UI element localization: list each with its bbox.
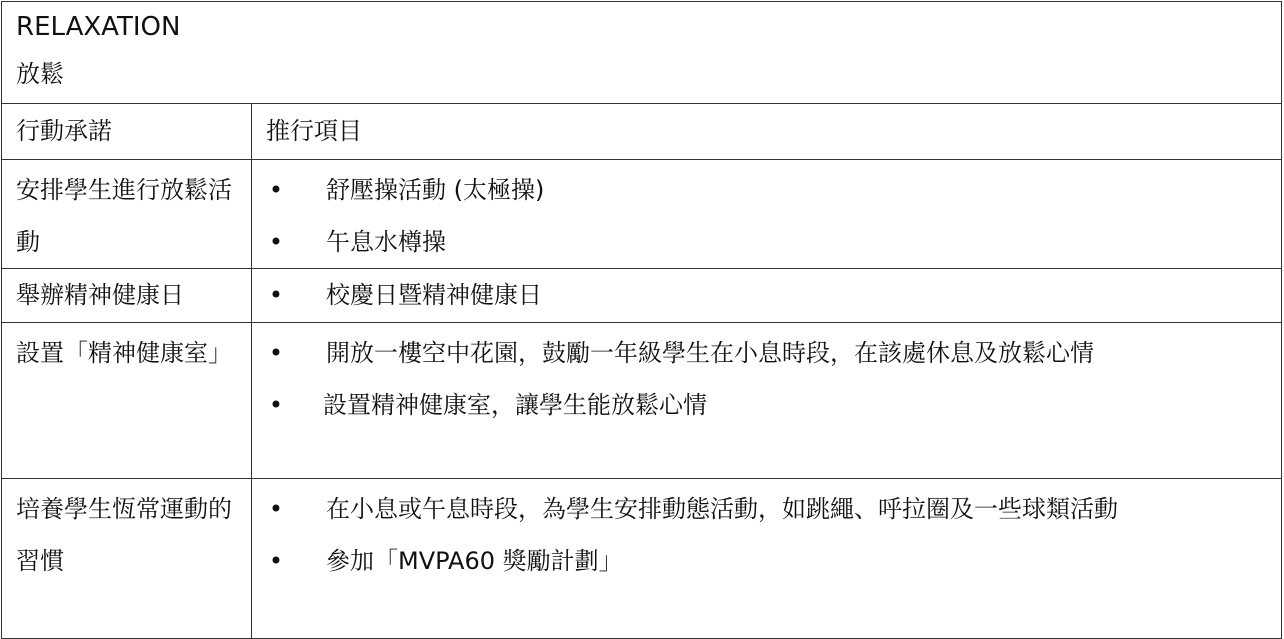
table-row (2, 269, 1282, 323)
list-item (252, 216, 1281, 268)
table-row (2, 160, 1282, 269)
relaxation-plan-table (1, 1, 1282, 639)
item-text: 舒壓操活動 (太極操) (326, 176, 545, 204)
item-text: 設置精神健康室，讓學生能放鬆心情 (323, 391, 707, 419)
bullet-icon: • (268, 228, 284, 256)
item-list (252, 327, 1281, 431)
items-cell (252, 479, 1282, 639)
list-item (252, 269, 1281, 321)
list-item (252, 483, 1281, 535)
items-cell (252, 269, 1282, 323)
title-row (2, 2, 1282, 104)
bullet-icon: • (268, 495, 284, 523)
list-item (252, 379, 1281, 431)
header-items: 推行項目 (252, 104, 1282, 160)
item-text: 校慶日暨精神健康日 (326, 281, 542, 309)
commitment-cell: 舉辦精神健康日 (2, 269, 252, 323)
bullet-icon: • (268, 547, 284, 575)
items-cell (252, 323, 1282, 479)
section-title-chinese: 放鬆 (16, 60, 64, 88)
item-text: 午息水樽操 (326, 228, 446, 256)
table-row (2, 323, 1282, 479)
commitment-cell: 設置「精神健康室」 (2, 323, 252, 479)
bullet-icon: • (268, 391, 284, 419)
header-commitment: 行動承諾 (2, 104, 252, 160)
section-title-english: RELAXATION (16, 12, 181, 42)
item-text: 開放一樓空中花園，鼓勵一年級學生在小息時段，在該處休息及放鬆心情 (326, 339, 1094, 367)
list-item (252, 164, 1281, 216)
bullet-icon: • (268, 339, 284, 367)
title-cell (2, 2, 1282, 104)
item-list (252, 483, 1281, 587)
commitment-cell: 安排學生進行放鬆活動 (2, 160, 252, 269)
items-cell (252, 160, 1282, 269)
commitment-cell: 培養學生恆常運動的習慣 (2, 479, 252, 639)
item-list (252, 269, 1281, 321)
item-text: 參加「MVPA60 獎勵計劃」 (326, 547, 623, 575)
list-item (252, 535, 1281, 587)
bullet-icon: • (268, 176, 284, 204)
list-item (252, 327, 1281, 379)
item-text: 在小息或午息時段，為學生安排動態活動，如跳繩、呼拉圈及一些球類活動 (326, 495, 1118, 523)
header-row (2, 104, 1282, 160)
item-list (252, 164, 1281, 268)
table-row (2, 479, 1282, 639)
bullet-icon: • (268, 281, 284, 309)
